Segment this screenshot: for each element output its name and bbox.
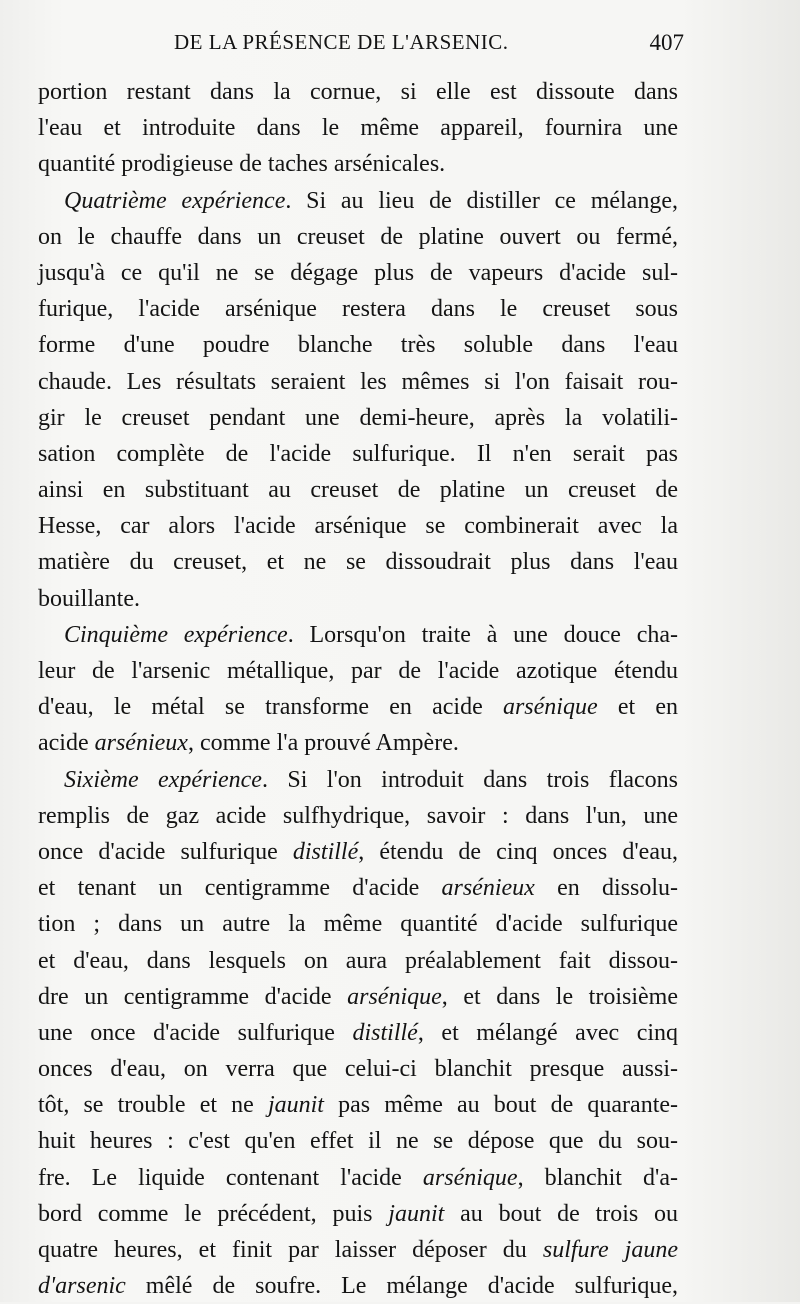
text-segment: tôt, se trouble et ne <box>38 1092 268 1119</box>
text-segment: furique, l'acide arsénique restera dans le creuset sous <box>38 296 678 323</box>
italic-text: sulfure jaune <box>542 1237 678 1263</box>
text-line <box>38 653 678 689</box>
text-line <box>38 1015 678 1051</box>
text-segment: gir le creuset pendant une demi-heure, après la volatili- <box>38 404 678 431</box>
text-segment: au bout de trois ou <box>444 1200 679 1227</box>
text-segment: une once d'acide sulfurique <box>38 1019 353 1046</box>
text-segment: tion ; dans un autre la même quantité d'acide sulfurique <box>38 911 678 938</box>
italic-text: arsénique <box>502 694 598 721</box>
text-line <box>38 544 678 580</box>
text-line <box>38 617 678 653</box>
text-line <box>38 110 678 146</box>
text-segment: l'eau et introduite dans le même appareil, fournira une <box>38 115 678 142</box>
text-segment: et tenant un centigramme d'acide <box>38 875 442 902</box>
text-segment: on le chauffe dans un creuset de platine ouvert ou fermé, <box>38 223 678 250</box>
text-line <box>38 979 678 1015</box>
italic-text: Quatrième expérience <box>64 187 286 214</box>
italic-text: arsénieux <box>441 875 535 902</box>
text-segment: portion restant dans la cornue, si elle est dissoute dans <box>38 79 678 105</box>
italic-text: distillé <box>352 1019 418 1046</box>
italic-text: arsénique <box>347 983 442 1010</box>
text-segment: sation complète de l'acide sulfurique. Il n'en serait pas <box>38 440 678 467</box>
text-segment: en dissolu- <box>534 875 678 902</box>
text-line <box>38 581 678 617</box>
text-segment: quantité prodigieuse de taches arsénicales. <box>38 151 446 178</box>
text-line <box>38 1051 678 1087</box>
italic-text: distillé <box>292 838 359 865</box>
text-segment: acide <box>38 730 95 757</box>
text-line <box>38 436 678 472</box>
text-segment: bouillante. <box>38 585 140 612</box>
text-segment: jusqu'à ce qu'il ne se dégage plus de vapeurs d'acide sul- <box>38 259 678 286</box>
text-line <box>38 364 678 400</box>
text-segment: huit heures : c'est qu'en effet il ne se dépose que du sou- <box>38 1128 678 1155</box>
text-line <box>38 400 678 436</box>
text-line <box>38 1268 678 1304</box>
page-number: 407 <box>649 30 684 55</box>
text-line <box>38 74 678 110</box>
text-segment: . Si au lieu de distiller ce mélange, <box>285 187 678 214</box>
text-line <box>38 291 678 327</box>
text-segment: chaude. Les résultats seraient les mêmes si l'on faisait rou- <box>38 368 678 395</box>
text-line <box>38 255 678 291</box>
text-segment: , blanchit d'a- <box>517 1164 678 1191</box>
text-segment: leur de l'arsenic métallique, par de l'acide azotique étendu <box>38 658 678 684</box>
text-segment: mêlé de soufre. Le mélange d'acide sulfurique, <box>125 1273 678 1300</box>
text-segment: , et mélangé avec cinq <box>417 1019 679 1046</box>
text-line <box>38 762 678 798</box>
italic-text: Sixième expérience <box>64 766 262 793</box>
text-segment: once d'acide sulfurique <box>38 838 293 865</box>
text-segment: onces d'eau, on verra que celui-ci blanchit presque aussi- <box>38 1056 678 1083</box>
text-segment: d'eau, le métal se transforme en acide <box>38 694 503 721</box>
text-segment: remplis de gaz acide sulfhydrique, savoir : dans l'un, une <box>38 802 678 829</box>
text-line <box>38 725 678 761</box>
italic-text: d'arsenic <box>38 1273 126 1300</box>
text-line <box>38 508 678 544</box>
italic-text: jaunit <box>388 1200 445 1227</box>
page-header <box>174 30 684 64</box>
text-line <box>38 870 678 906</box>
text-segment: . Lorsqu'on traite à une douce cha- <box>287 621 678 648</box>
text-line <box>38 1232 678 1268</box>
text-segment: . Si l'on introduit dans trois flacons <box>261 766 679 793</box>
text-segment: dre un centigramme d'acide <box>38 983 348 1010</box>
text-line <box>38 943 678 979</box>
text-segment: bord comme le précédent, puis <box>38 1200 389 1227</box>
italic-text: Cinquième expérience <box>64 621 288 648</box>
text-line <box>38 1123 678 1159</box>
text-segment: ainsi en substituant au creuset de platine un creuset de <box>38 477 678 504</box>
text-segment: , étendu de cinq onces d'eau, <box>358 838 678 865</box>
text-line <box>38 834 678 870</box>
text-line <box>38 219 678 255</box>
italic-text: arsénique <box>422 1164 518 1191</box>
text-segment: fre. Le liquide contenant l'acide <box>38 1164 423 1191</box>
text-line <box>38 1196 678 1232</box>
text-line <box>38 327 678 363</box>
text-segment: , comme l'a prouvé Ampère. <box>187 730 459 757</box>
text-segment: quatre heures, et finit par laisser déposer du <box>38 1237 543 1263</box>
body-text <box>38 74 678 1304</box>
text-line <box>38 906 678 942</box>
text-segment: pas même au bout de quarante- <box>323 1092 679 1119</box>
text-segment: et en <box>597 694 678 721</box>
text-line <box>38 1160 678 1196</box>
text-line <box>38 798 678 834</box>
running-title: DE LA PRÉSENCE DE L'ARSENIC. <box>174 30 509 54</box>
text-segment: forme d'une poudre blanche très soluble dans l'eau <box>38 332 678 359</box>
text-segment: et d'eau, dans lesquels on aura préalablement fait dissou- <box>38 947 678 974</box>
text-line <box>38 472 678 508</box>
text-line <box>38 146 678 182</box>
italic-text: arsénieux <box>94 730 188 757</box>
text-line <box>38 1087 678 1123</box>
italic-text: jaunit <box>267 1092 324 1119</box>
text-line <box>38 689 678 725</box>
text-line <box>38 183 678 219</box>
text-segment: Hesse, car alors l'acide arsénique se combinerait avec la <box>38 513 678 540</box>
text-segment: matière du creuset, et ne se dissoudrait plus dans l'eau <box>38 549 678 576</box>
text-segment: , et dans le troisième <box>441 983 678 1010</box>
